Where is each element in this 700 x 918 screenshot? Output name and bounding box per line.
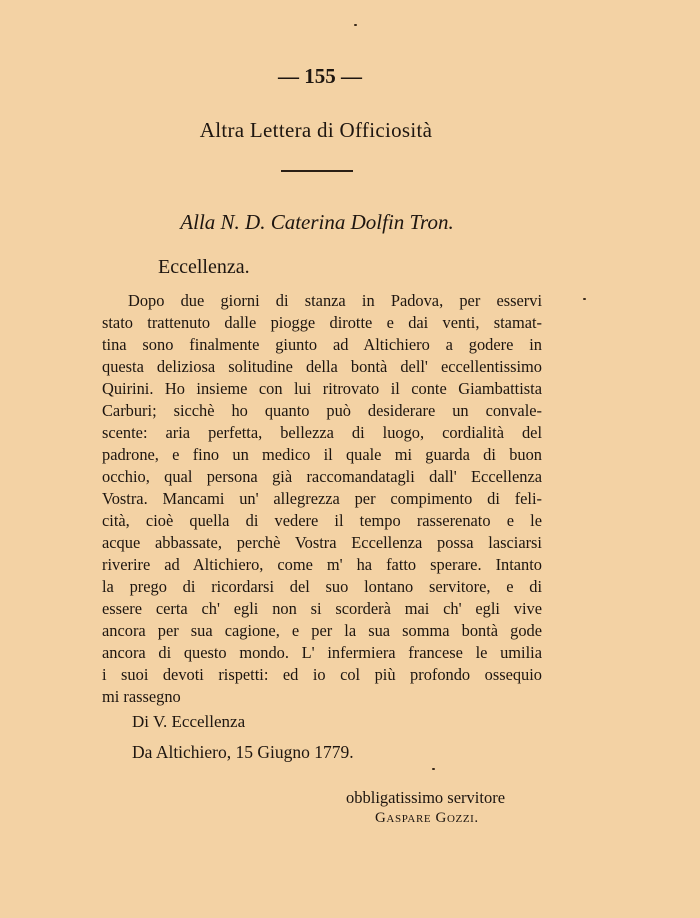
body-line: scente: aria perfetta, bellezza di luogo, cordialità del [102,423,542,442]
body-line: essere certa ch' egli non si scorderà mai ch' egli vive [102,599,542,618]
body-line: Vostra. Mancami un' allegrezza per compimento di feli- [102,489,542,508]
title-divider [281,170,353,172]
page-number: — 155 — [278,64,362,88]
body-line: Carburi; sicchè ho quanto può desiderare un convale- [102,401,542,420]
body-line: i suoi devoti rispetti: ed io col più profondo ossequio [102,665,542,684]
body-line: mi rassegno [102,687,181,706]
signature-line: obbligatissimo servitore [346,788,506,807]
body-line: occhio, qual persona già raccomandatagli dall' Eccellenza [102,467,542,486]
body-line: ancora per sua cagione, e per la sua somma bontà gode [102,621,542,640]
body-line: tina sono finalmente giunto ad Altichiero a godere in [102,335,542,354]
paper-speck [432,768,435,770]
paper-speck [354,24,357,26]
body-line: Dopo due giorni di stanza in Padova, per esservi [128,291,542,310]
body-line: acque abbassate, perchè Vostra Eccellenza possa lasciarsi [102,533,542,552]
body-line: questa deliziosa solitudine della bontà dell' eccellentissimo [102,357,542,376]
closing: Di V. Eccellenza [132,712,246,731]
paper-speck [583,298,586,300]
body-line: padrone, e fino un medico il quale mi guarda di buon [102,445,542,464]
body-line: riverire ad Altichiero, come m' ha fatto sperare. Intanto [102,555,542,574]
body-line: ancora di questo mondo. L' infermiera francese le umilia [102,643,542,662]
body-line: cità, cioè quella di vedere il tempo rasserenato e le [102,511,542,530]
body-line: stato trattenuto dalle piogge dirotte e dai venti, stamat- [102,313,542,332]
letter-title: Altra Lettera di Officiosità [199,118,433,142]
signature-name: Gaspare Gozzi. [375,810,479,826]
body-line: la prego di ricordarsi del suo lontano servitore, e di [102,577,542,596]
letter-body [102,290,542,708]
body-line: Quirini. Ho insieme con lui ritrovato il conte Giambattista [102,379,542,398]
addressee: Alla N. D. Caterina Dolfin Tron. [180,210,454,234]
salutation: Eccellenza. [158,256,250,278]
date-line: Da Altichiero, 15 Giugno 1779. [132,742,354,762]
